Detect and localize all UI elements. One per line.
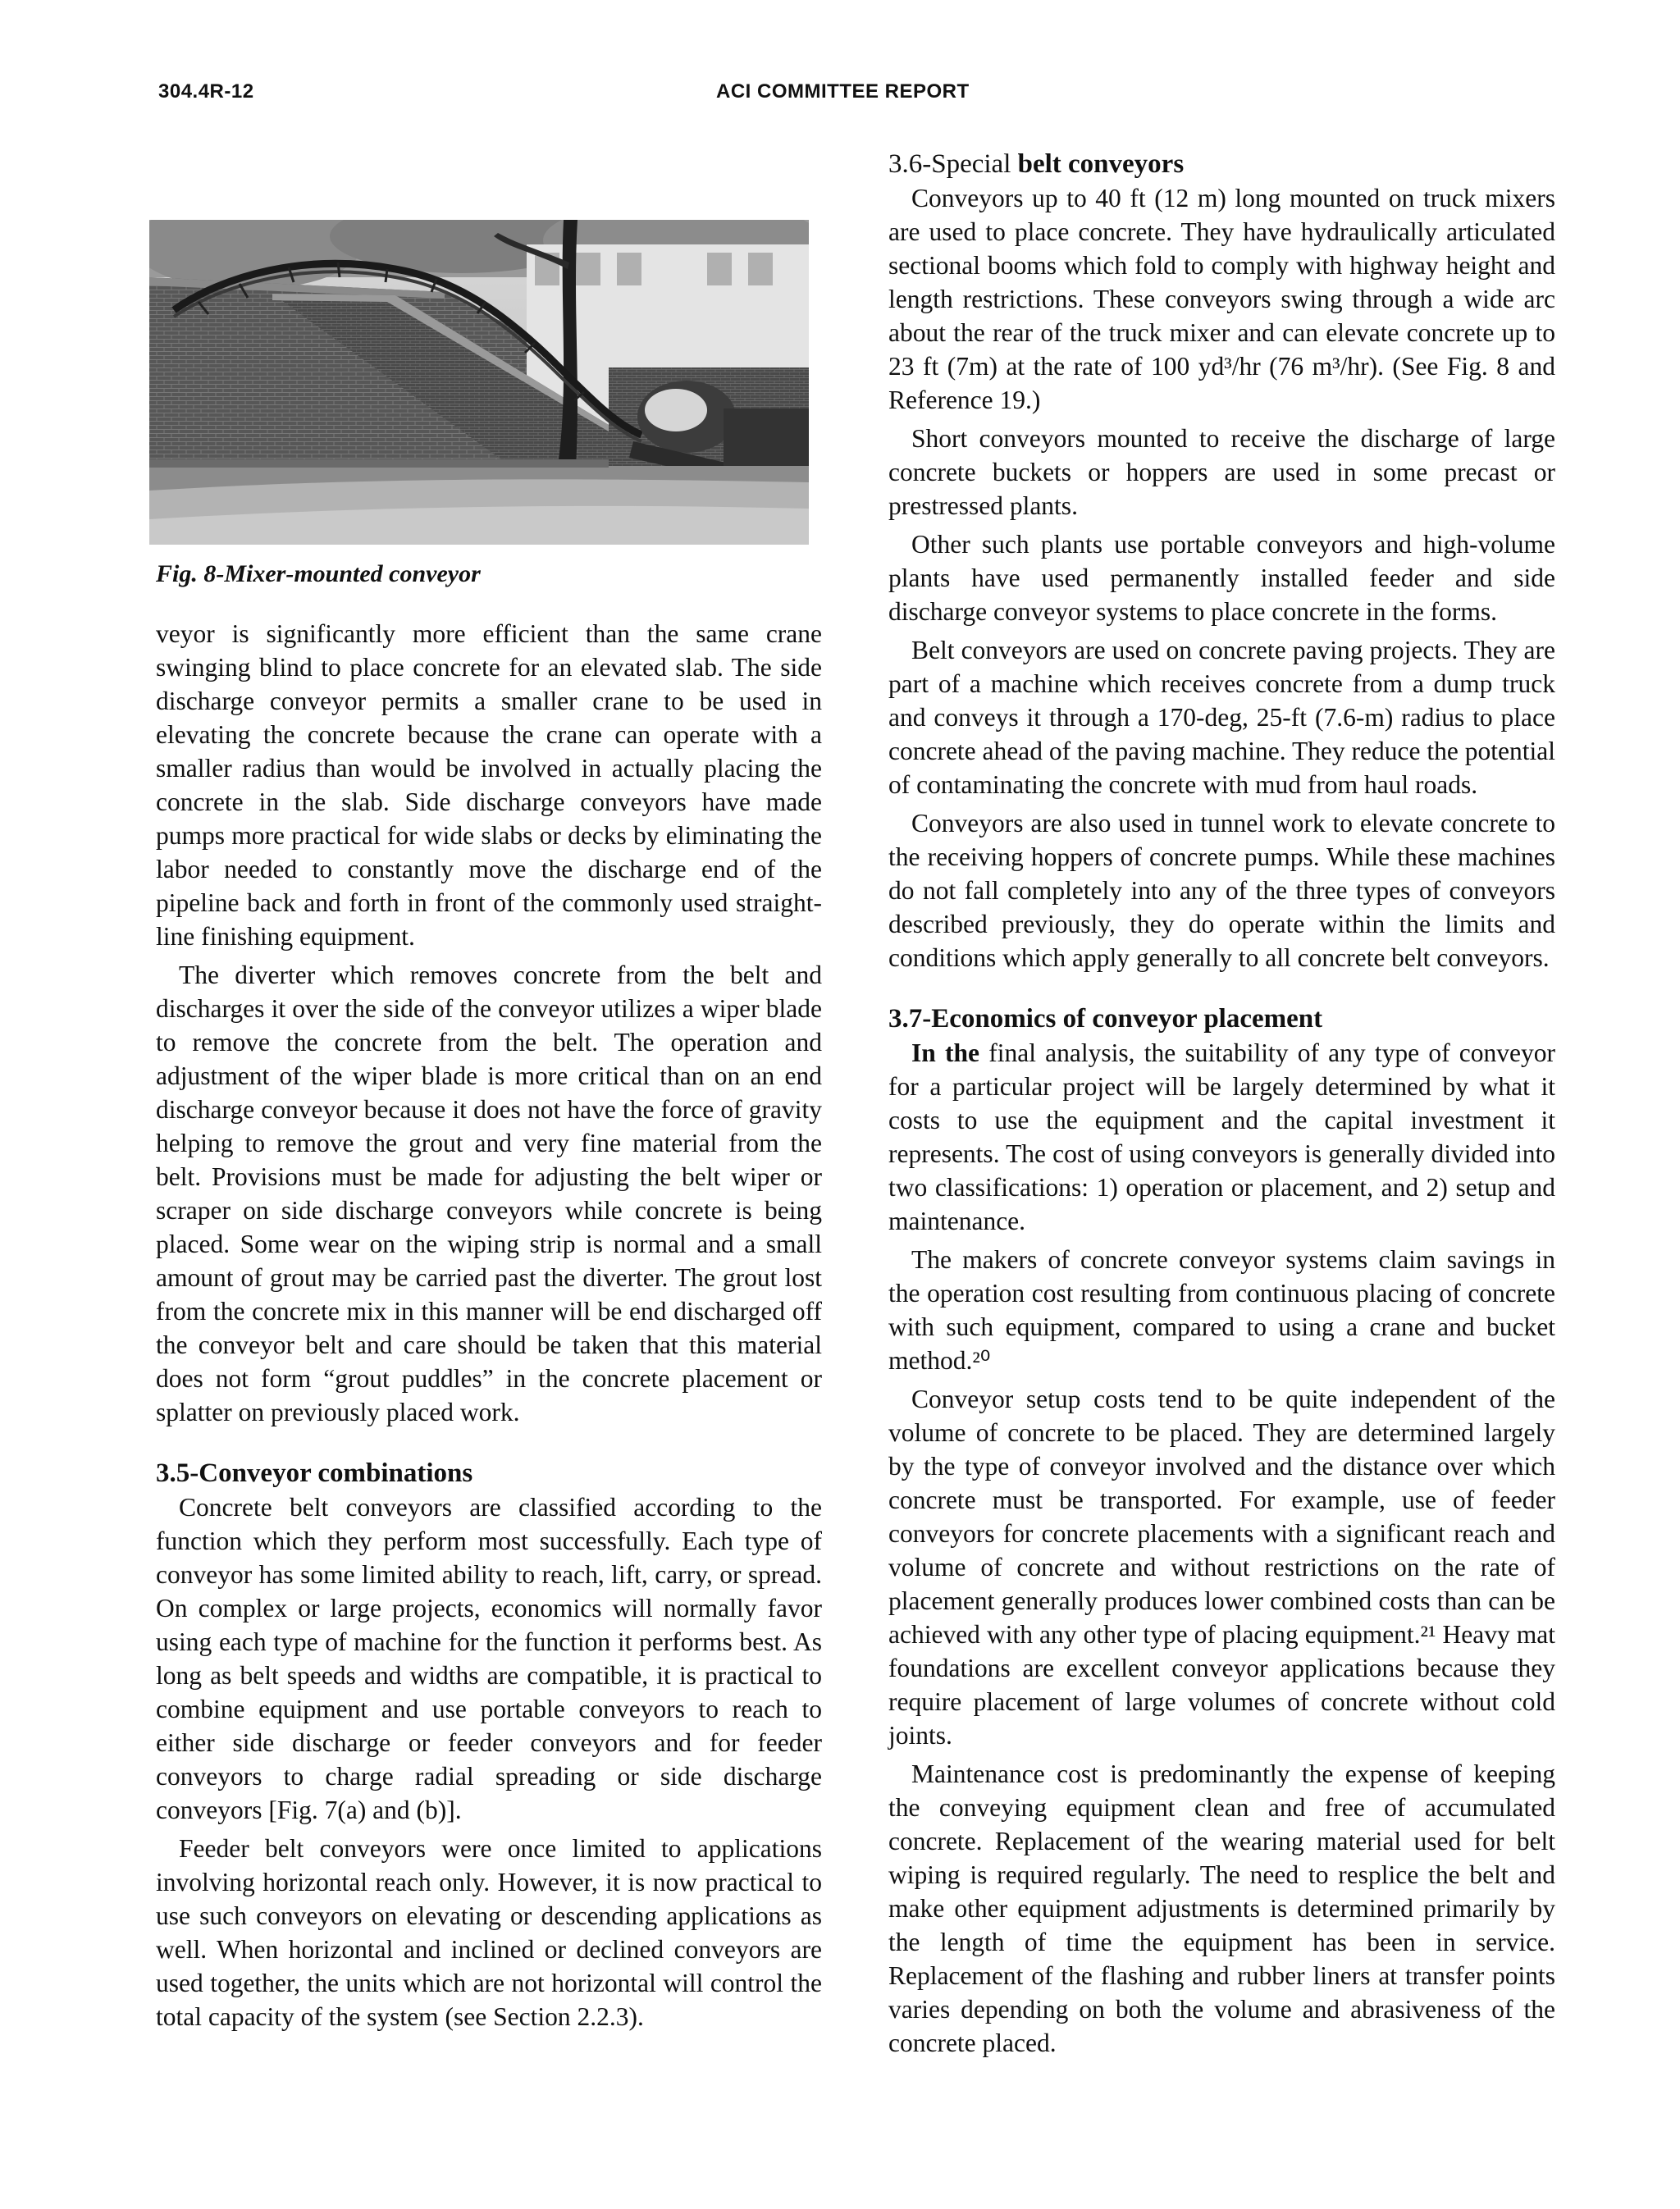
section-heading-3-6 — [888, 148, 1555, 181]
section-heading-3-7: 3.7-Economics of conveyor placement — [888, 1004, 1323, 1034]
heading-prefix: 3.6-Special — [888, 149, 1011, 179]
lead-in: In the — [911, 1038, 979, 1067]
figure-photo — [149, 220, 809, 545]
paragraph: Conveyors are also used in tunnel work to elevate concrete to the receiving hoppers of concrete pumps. While these machines do not fall completely into any of the three types of conveyors described previously, they do operate within the limits and conditions which apply generally to all concrete belt conveyors. — [888, 809, 1555, 972]
figure-caption: Fig. 8-Mixer-mounted conveyor — [156, 560, 481, 587]
running-title: ACI COMMITTEE REPORT — [716, 80, 970, 103]
paragraph-text: final analysis, the suitability of any type of conveyor for a particular project will be largely determined by what it costs to use the equipment and the capital investment it represents. The cost of using conveyors is generally divided into two classifications: 1) operation or placement, and 2) setup and maintenance. — [888, 1038, 1555, 1235]
paragraph — [888, 1036, 1555, 1238]
paragraph: The diverter which removes concrete from the belt and discharges it over the side of the conveyor utilizes a wiper blade to remove the concrete from the belt. The operation and adjustment of the wiper blade is more critical than on an end discharge conveyor because it does not have the force of gravity helping to remove the grout and very fine material from the belt. Provisions must be made for adjusting the belt wiper or scraper on side discharge conveyors while concrete is being placed. Some wear on the wiping strip is normal and a small amount of grout may be carried past the diverter. The grout lost from the concrete mix in this manner will be end discharged off the conveyor belt and care should be taken that this material does not form “grout puddles” in the concrete placement or splatter on previously placed work. — [156, 961, 822, 1426]
section-heading-3-5: 3.5-Conveyor combinations — [156, 1458, 473, 1488]
right-column — [888, 148, 1555, 2065]
paragraph: Concrete belt conveyors are classified according to the function which they perform most successfully. Each type of conveyor has some limited ability to reach, lift, carry, or spread. On complex or large projects, economics will normally favor using each type of machine for the function it performs best. As long as belt speeds and widths are compatible, it is practical to combine equipment and use portable conveyors to reach to either side discharge or feeder conveyors and for feeder conveyors to charge radial spreading or side discharge conveyors [Fig. 7(a) and (b)]. — [156, 1493, 822, 1824]
paragraph: Other such plants use portable conveyors and high-volume plants have used permanently installed feeder and side discharge conveyor systems to place concrete in the forms. — [888, 530, 1555, 626]
paragraph: Conveyors up to 40 ft (12 m) long mounted on truck mixers are used to place concrete. They have hydraulically articulated sectional booms which fold to comply with highway height and length restrictions. These conveyors swing through a wide arc about the rear of the truck mixer and can elevate concrete up to 23 ft (7m) at the rate of 100 yd³/hr (76 m³/hr). (See Fig. 8 and Reference 19.) — [888, 184, 1555, 414]
left-column — [156, 617, 822, 2038]
paragraph: Maintenance cost is predominantly the expense of keeping the conveying equipment clean and free of accumulated concrete. Replacement of the wearing material used for belt wiping is required regularly. The need to resplice the belt and make other equipment adjustments is determined primarily by the length of time the equipment has been in service. Replacement of the flashing and rubber liners at transfer points varies depending on both the volume and abrasiveness of the concrete placed. — [888, 1759, 1555, 2057]
paragraph: Feeder belt conveyors were once limited to applications involving horizontal reach only. However, it is now practical to use such conveyors on elevating or descending applications as well. When horizontal and inclined or declined conveyors are used together, the units which are not horizontal will control the total capacity of the system (see Section 2.2.3). — [156, 1834, 822, 2031]
paragraph: Belt conveyors are used on concrete paving projects. They are part of a machine which receives concrete from a dump truck and conveys it through a 170-deg, 25-ft (7.6-m) radius to place concrete ahead of the paving machine. They reduce the potential of contaminating the concrete with mud from haul roads. — [888, 636, 1555, 799]
paragraph: The makers of concrete conveyor systems claim savings in the operation cost resulting from continuous placing of concrete with such equipment, compared to using a crane and bucket method.²⁰ — [888, 1245, 1555, 1375]
paragraph: veyor is significantly more efficient than the same crane swinging blind to place concrete for an elevated slab. The side discharge conveyor permits a smaller crane to be used in elevating the concrete because the crane can operate with a smaller radius than would be involved in actually placing the concrete in the slab. Side discharge conveyors have made pumps more practical for wide slabs or decks by eliminating the labor needed to constantly move the discharge end of the pipeline back and forth in front of the commonly used straight-line finishing equipment. — [156, 619, 822, 951]
paragraph: Short conveyors mounted to receive the discharge of large concrete buckets or hoppers are used in some precast or prestressed plants. — [888, 424, 1555, 520]
page-number: 304.4R-12 — [158, 80, 254, 103]
paragraph: Conveyor setup costs tend to be quite independent of the volume of concrete to be placed. They are determined largely by the type of conveyor involved and the distance over which concrete must be transported. For example, use of feeder conveyors for concrete placements with a significant reach and volume of concrete and without restrictions on the rate of placement generally produces lower combined costs than can be achieved with any other type of placing equipment.²¹ Heavy mat foundations are excellent conveyor applications because they require placement of large volumes of concrete without cold joints. — [888, 1385, 1555, 1750]
heading-bold: belt conveyors — [1017, 149, 1185, 179]
